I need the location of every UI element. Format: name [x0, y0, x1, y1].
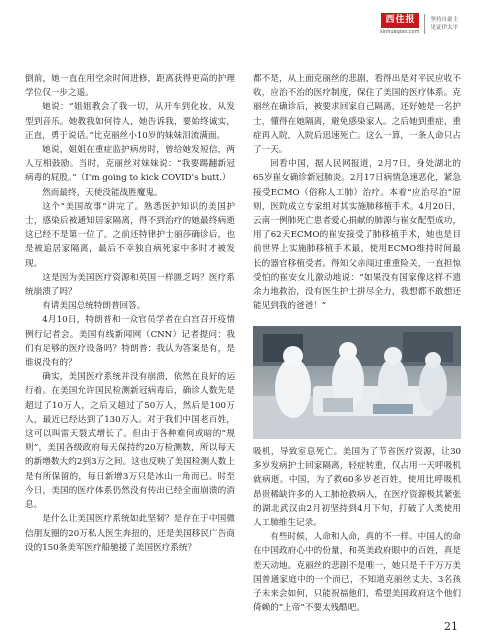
- paragraph: 4月10日，特朗普和一众官员学者在白宫召开疫情例行记者会。美国有线新闻网（CNN）记者提问：我们有足够的医疗设备吗？特朗普：我认为答案是有，是谁说没有的？: [25, 315, 235, 369]
- page-number: 21: [444, 620, 458, 633]
- paragraph: 是什么让美国医疗系统如此坚韧？是存在于中国微信朋友圈的20万私人医生奔扭的，还是美国移民广告商设的150条美军医疗船驰援了美国医疗系统？: [25, 514, 235, 553]
- right-column-bottom: [253, 445, 461, 615]
- right-column-top: [253, 72, 461, 313]
- paragraph: 倒前，她一直在用空余时间进修，距离获得更高的护理学位仅一步之遥。: [25, 74, 235, 99]
- masthead: [380, 12, 458, 36]
- paragraph: 吸机，导致室息死亡。美国为了节省医疗资源，让30多岁发病护士回家隔离，轻症转重，仅占用一天呼吸机就病逝。中国，为了救60多岁老百姓，使用比呼吸机昂贵稀缺许多的人工肺抢救病人，在医疗资源极其紧张的湖北武汉由2月初坚持到4月下旬，打破了人类使用人工肺维生记录。: [253, 447, 461, 529]
- left-column: [25, 72, 235, 555]
- logo-box: 西住报: [381, 13, 419, 28]
- paragraph: 回看中国，据人民网报道，2月7日，身处湖北的65岁崔女确诊新冠肺炎。2月17日病情急速恶化，紧急接受ECMO（俗称人工肺）治疗。本着“应治尽治”原则，医院成立专家组对其实施肺移植手术。4月20日，云南一例肺死亡患者爱心捐献的肺源与崔女配型成功，用了62天ECMO的崔安接受了肺移植手术，她也是目前世界上实施肺移植手术最，使用ECMO维持时间最长的器官移植受者。得知父亲闯过重重险关，一直担惊受怕的崔安女儿激动地说：“如果没有国家像这样不遗余力地救治，没有医生护士拼尽全力，我想都不敢想还能见到我的爸爸！”: [253, 159, 461, 312]
- tagline-line-1: 坚持自豪主: [430, 17, 458, 23]
- header-divider: [424, 14, 425, 34]
- paragraph: 确实，美国医疗系统并没有崩溃，依然在良好的运行着。在美国允许国民检测新冠病毒后，确诊人数先是超过了10万人，之后又超过了50万人，然后是100万人，最近已经达到了130万人。对于我们中国老百姓，这可以叫雷天裂式增长了。但由于各种难何或暗的“规则”，美国各级政府每天保持约20万检测数，所以每天的新增数大约2到3万之间。这也反映了美国检测人数上是有所保留的，每日新增3万只是冰山一角而已。时至今日，美国的医疗体系仍然没有传出已经全面崩溃的消息。: [25, 372, 235, 511]
- paragraph: 都不是，从上面克丽丝的悲剧，看得出是对平民应收不收，应治不治的医疗制度，保住了美国的医疗体系。克丽丝在确诊后，被要求回家自己隔离，还好她是一名护士，懂得在她隔离，避免感染家人。之后她到重症，重症再入院，入院后迅速死亡。这么一算，一条人命只占了一天。: [253, 74, 461, 156]
- logo-url: xinhuaqiao.com: [379, 29, 420, 35]
- icu-scene-illustration: [253, 326, 461, 439]
- paragraph: 这是因为美国医疗资源和英国一样匮乏吗？医疗系统崩溃了吗？: [25, 272, 235, 298]
- tagline-line-2: 见证伊太平: [430, 25, 458, 31]
- logo: [380, 13, 420, 35]
- paragraph: 有些时候，人命和人命，真的不一样。中国人的命在中国政府心中的份量，和英美政府眼中的百姓，真是差天动地。克丽丝的悲剧不是唯一，她只是千千万万美国普通家庭中的一个而已，不知道克丽丝丈夫、3名孩子未来会如何，只能祝福他们，希望美国政府这个他们倚赖的“上帝”不要太残酷吧。: [253, 532, 461, 614]
- paragraph: 她说，姐姐在重症监护病房时，曾给她发短信，两人互相鼓励。当时，克丽丝对妹妹说：“我要踢翻新冠病毒的屁股。”（I’m going to kick COVID’s butt.）: [25, 145, 235, 184]
- tagline: [430, 16, 458, 32]
- icu-photo: [253, 326, 461, 439]
- paragraph: 有请美国总统特朗普回答。: [42, 301, 146, 312]
- paragraph: 然而最终，天使没能战胜魔鬼。: [42, 187, 163, 198]
- paragraph: 她说：“姐姐教会了我一切，从开车到化妆，从发型到音乐。她教我如何待人，她告诉我，要始终诚实，正直，勇于说话。”比克丽丝小10岁的妹妹泪流满面。: [25, 102, 235, 141]
- paragraph: 这个“美国故事”讲完了。熟悉医护知识的美国护士，感染后被通知居家隔离，得不到治疗的她最终病逝这已经不是第一位了。之前还特律护士丽莎确诊后，也是被追居家隔离，最后不幸独自病死家中多时才被发现。: [25, 201, 235, 269]
